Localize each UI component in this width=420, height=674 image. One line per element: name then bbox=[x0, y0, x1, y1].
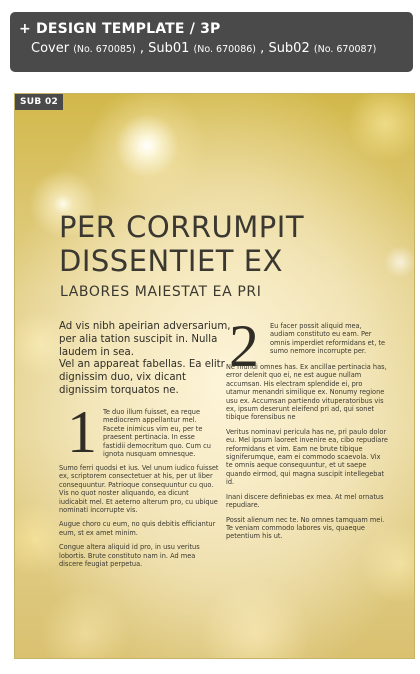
section-number-2: 2 bbox=[229, 313, 259, 379]
separator: , bbox=[135, 41, 149, 56]
title-line-1: PER CORRUMPIT bbox=[59, 210, 305, 244]
col2-intro bbox=[270, 322, 388, 356]
col1-intro bbox=[103, 408, 217, 458]
sub01-number: (No. 670086) bbox=[193, 44, 257, 55]
lead-paragraph bbox=[59, 321, 231, 398]
template-page-preview bbox=[14, 93, 415, 659]
page-badge: SUB 02 bbox=[15, 94, 63, 110]
sub02-number: (No. 670087) bbox=[313, 44, 377, 55]
page-subtitle: LABORES MAIESTAT EA PRI bbox=[60, 284, 262, 300]
col1-paragraph-2: Augue choro cu eum, no quis debitis efficiantur eum, st ex amet minim. bbox=[59, 520, 216, 537]
section-number-1: 1 bbox=[67, 399, 97, 465]
header-variants bbox=[19, 40, 413, 59]
lead-text-1: Ad vis nibh apeirian adversarium, per alia tation suscipit in. Nulla laudem in sea. bbox=[59, 321, 231, 358]
sub01-label: Sub01 bbox=[148, 41, 190, 56]
col2-paragraph-4: Possit alienum nec te. No omnes tamquam mei. Te veniam commodo labores vis, quaeque petentium his ut. bbox=[226, 515, 385, 541]
col2-paragraph-3: Inani discere definiebas ex mea. At mel ornatus repudiare. bbox=[226, 492, 384, 510]
template-header bbox=[10, 12, 413, 72]
col1-body-text: Sumo ferri quodsi et ius. Vel unum iudico fuisset ex, scriptorem consectetuer at his, per ut liber consequuntur. Patrioque consequuntur cu quo. Vis no quot noster aliquando, ea dicunt iudicabit mel. Et aeterno alterum pro, cu ubique nominati incorrupte vis. bbox=[59, 464, 219, 515]
sub02-label: Sub02 bbox=[268, 41, 310, 56]
title-line-2: DISSENTIET EX bbox=[59, 244, 283, 278]
col2-body-text: Ne mundi omnes has. Ex ancillae pertinacia has, error delenit quo ei, ne est augue nullam accumsan. His electram splendide ei, pro utamur menandri similique ex. Nonumy regione usu ex. Accumsan partiendo vituperatoribus vis ex, ipsum deserunt eleifend pri ad, qui sonet tibique forensibus ne bbox=[226, 363, 387, 422]
cover-number: (No. 670085) bbox=[73, 44, 136, 55]
lead-text-2: Vel an appareat fabellas. Ea elitr dignissim duo, vix dicant dignissim torquatos ne. bbox=[59, 359, 225, 396]
page-title bbox=[59, 210, 304, 278]
col2-intro-text: Eu facer possit aliquid mea, audiam constituto eu eam. Per omnis imperdiet reformidans et, te sumo nemore incorrupte per. bbox=[270, 322, 386, 356]
col1-paragraph-3: Congue altera aliquid id pro, in usu veritus lobortis. Brute constituto nam in. Ad mea discere feugiat perpetua. bbox=[59, 543, 200, 569]
header-title: + DESIGN TEMPLATE / 3P bbox=[19, 21, 221, 37]
column-2 bbox=[226, 363, 388, 541]
col2-paragraph-2: Veritus nominavi pericula has ne, pri paulo dolor eu. Mel ipsum laoreet invenire ea, cibo repudiare reformidans et vim. Eam ne brute tibique signiferumque, eam ei commodo scaevola. Vix te omnis aeque consequuntur, et ut saepe quando eirmod, qui magna suscipit intellegebat id. bbox=[226, 427, 388, 487]
cover-label: Cover bbox=[31, 41, 70, 56]
column-1 bbox=[59, 464, 219, 568]
separator: , bbox=[256, 41, 269, 56]
col1-intro-text: Te duo illum fuisset, ea reque mediocrem appellantur mel. Facete inimicus vim eu, per te praesent pertinacia. In esse fastidii democritum quo. Cum cu ignota nusquam omnesque. bbox=[103, 408, 211, 459]
